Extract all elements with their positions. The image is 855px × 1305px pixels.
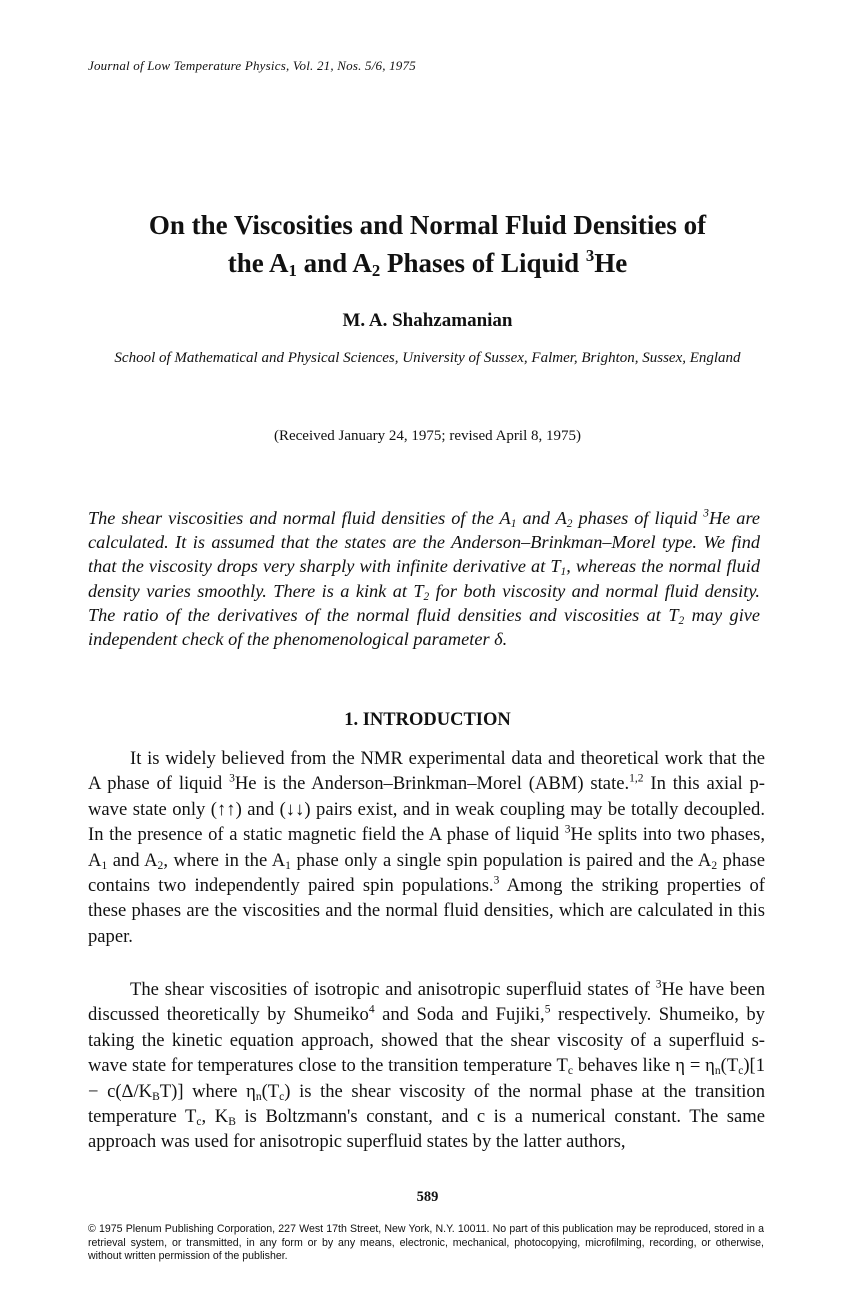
title-line-1: On the Viscosities and Normal Fluid Densities of [148,210,707,240]
journal-citation: Journal of Low Temperature Physics, Vol. 21, Nos. 5/6, 1975 [88,58,416,73]
abstract: The shear viscosities and normal fluid densities of the $A_1$ and $A_2$ phases of liquid $^3$He are calculated. It is assumed that the states are the Anderson–Brinkman–Morel type. We find that the viscosity drops very sharply with infinite derivative at $T_1$, whereas the normal fluid density varies smoothly. There is a kink at $T_2$ for both viscosity and normal fluid density. The ratio of the derivatives of the normal fluid densities and viscosities at $T_2$ may give independent check of the phenomenological parameter δ. [88,507,761,650]
intro-paragraph-1: It is widely believed from the NMR experimental data and theoretical work that the A phase of liquid $^3$He is the Anderson–Brinkman–Morel (ABM) state.$^{1,2}$ In this axial p-wave state only (↑↑) and (↓↓) pairs exist, and in weak coupling may be totally decoupled. In the presence of a static magnetic field the A phase of liquid $^3$He splits into two phases, $A_1$ and $A_2$, where in the $A_1$ phase only a single spin population is paired and the $A_2$ phase contains two independently paired spin populations.$^3$ Among the striking properties of these phases are the viscosities and the normal fluid densities, which are calculated in this paper. [88,748,766,947]
copyright-notice: © 1975 Plenum Publishing Corporation, 227 West 17th Street, New York, N.Y. 10011. No part of this publication may be reproduced, stored in a retrieval system, or transmitted, in any form or by any means, electronic, mechanical, photocopying, microfilming, recording, or otherwise, without written permission of the publisher. [88,1223,764,1262]
received-dates: (Received January 24, 1975; revised April 8, 1975) [273,428,581,444]
author-affiliation: School of Mathematical and Physical Sciences, University of Sussex, Falmer, Brighton, Sussex, England [114,350,741,366]
title-line-2: the $A_1$ and $A_2$ Phases of Liquid $^3$He [227,246,628,281]
intro-paragraph-2: The shear viscosities of isotropic and anisotropic superfluid states of $^3$He have been discussed theoretically by Shumeiko$^4$ and Soda and Fujiki,$^5$ respectively. Shumeiko, by taking the kinetic equation approach, showed that the shear viscosity of a superfluid s-wave state for temperatures close to the transition temperature $T_c$ behaves like $\eta = \eta_n(T_c)[1 - c(\Delta/K_BT)]$ where $\eta_n(T_c)$ is the shear viscosity of the normal phase at the transition temperature $T_c$, $K_B$ is Boltzmann's constant, and c is a numerical constant. The same approach was used for anisotropic superfluid states by the latter authors, [88,978,765,1153]
paper-title [60,206,795,282]
author-name: M. A. Shahzamanian [342,310,513,331]
page-number: 589 [416,1189,439,1205]
section-heading: 1. INTRODUCTION [344,710,511,730]
